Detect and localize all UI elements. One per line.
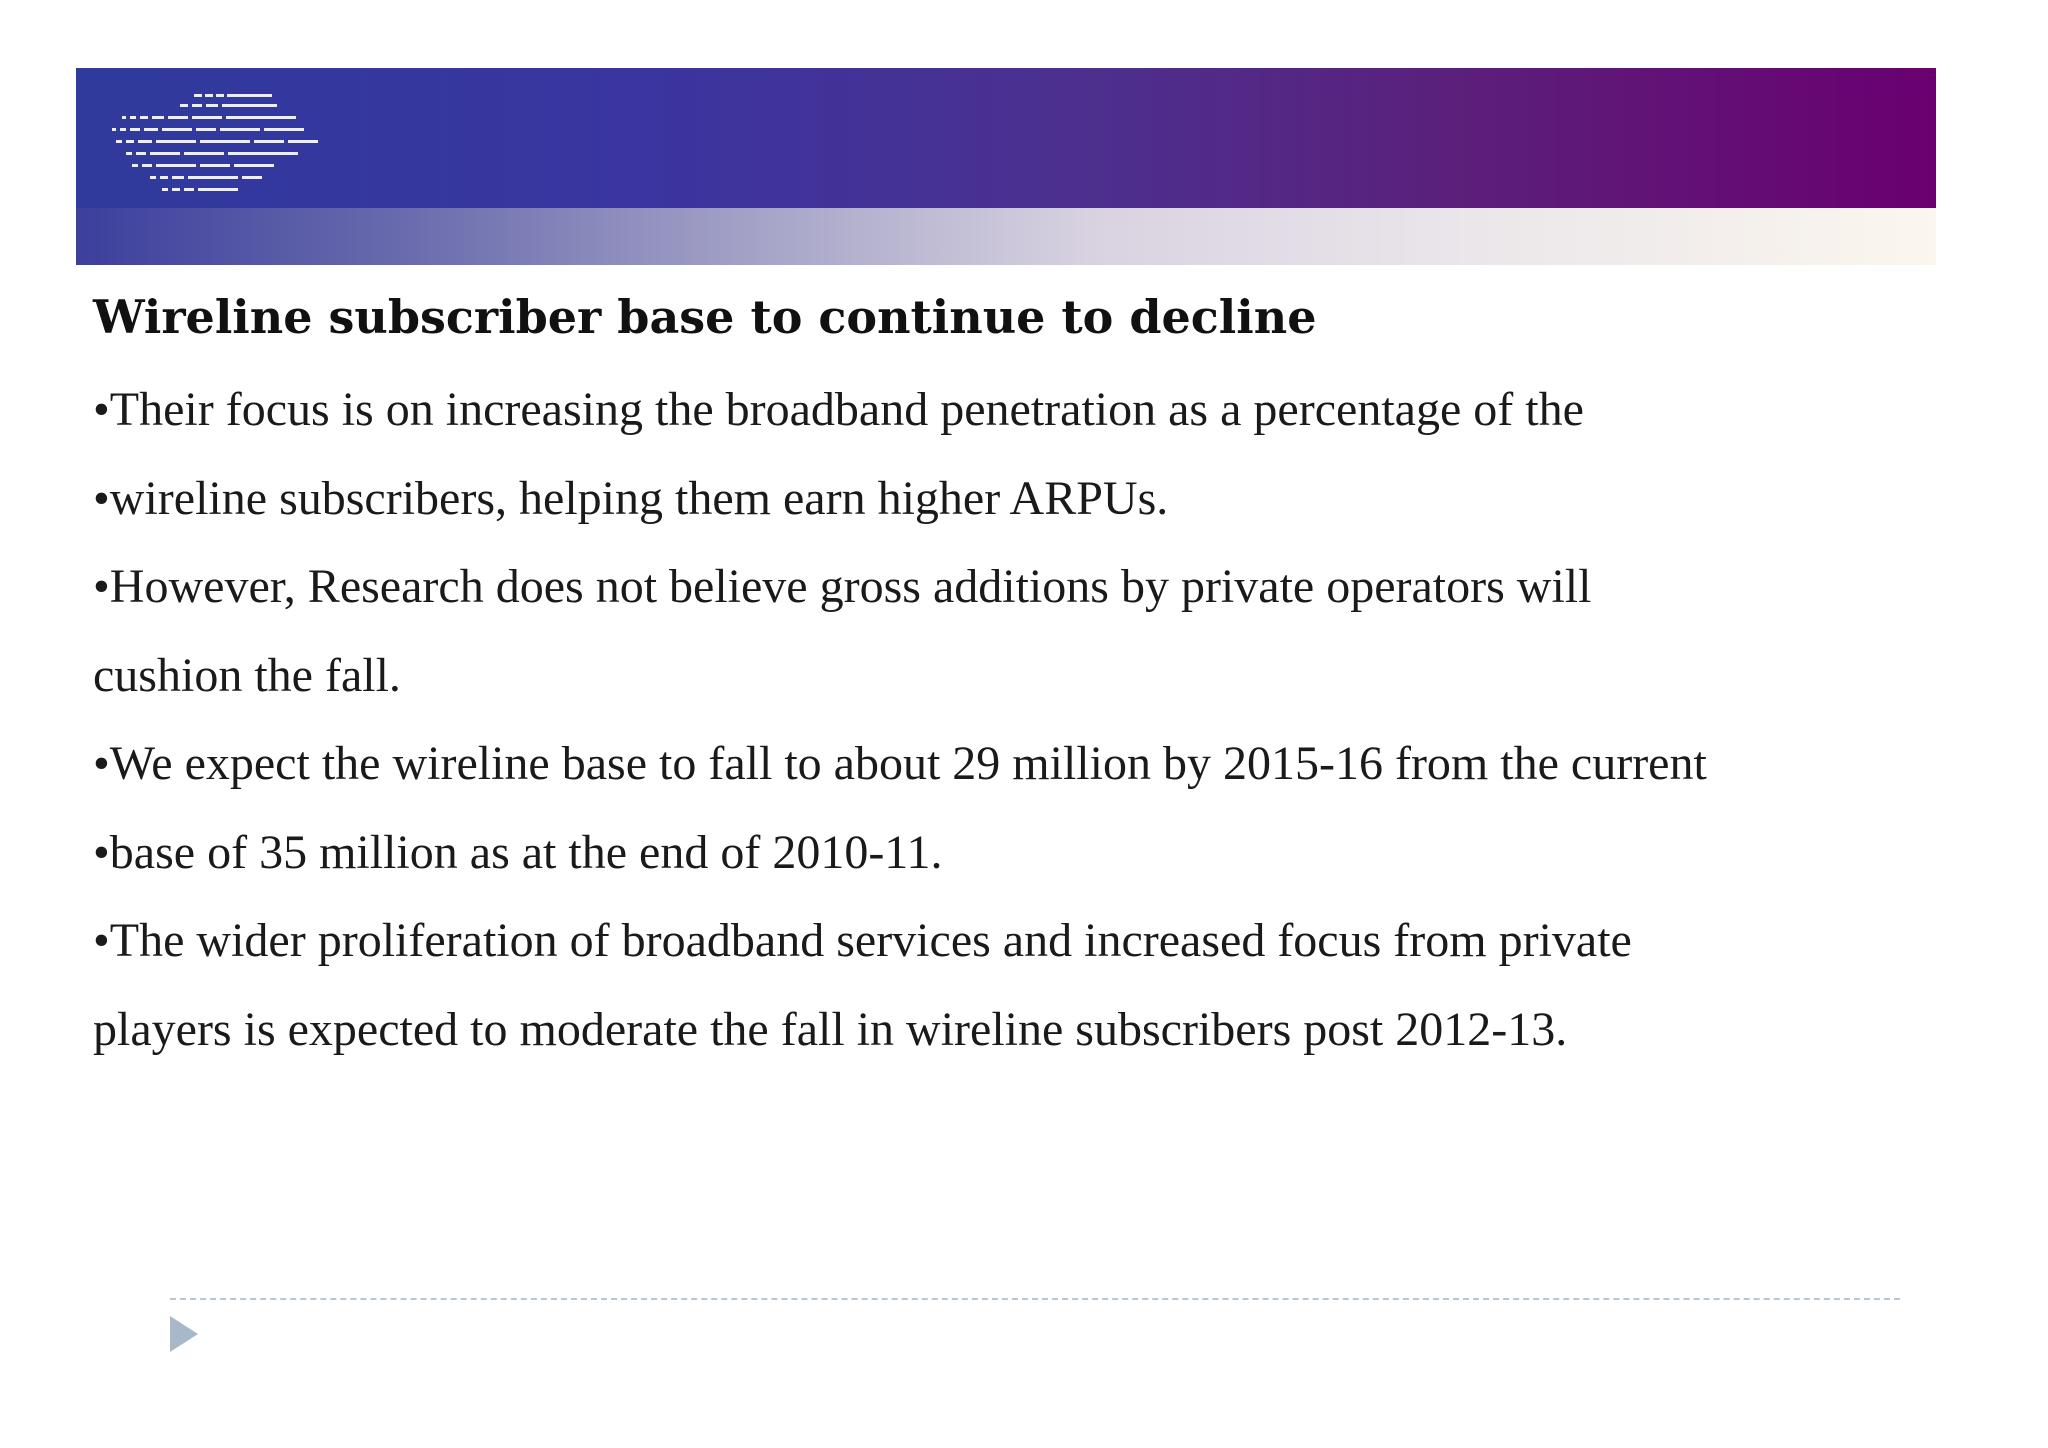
body-line: •The wider proliferation of broadband services and increased focus from private <box>93 914 1632 967</box>
body-line: •wireline subscribers, helping them earn higher ARPUs. <box>93 471 1169 525</box>
body-line: players is expected to moderate the fall in wireline subscribers post 2012-13. <box>93 1002 1568 1056</box>
slide-title: Wireline subscriber base to continue to decline <box>93 290 1317 344</box>
play-triangle-icon <box>170 1316 198 1352</box>
bullet-list <box>93 385 1707 1093</box>
striped-globe-logo-icon <box>102 90 332 200</box>
header-banner <box>76 68 1936 265</box>
body-line: •base of 35 million as at the end of 2010-11. <box>93 825 943 879</box>
footer-divider <box>170 1298 1900 1300</box>
banner-gradient-bottom <box>76 208 1936 265</box>
body-line: •We expect the wireline base to fall to about 29 million by 2015-16 from the current <box>93 737 1707 790</box>
body-line: •Their focus is on increasing the broadband penetration as a percentage of the <box>93 383 1584 436</box>
body-line: •However, Research does not believe gross additions by private operators will <box>93 560 1592 613</box>
body-line: cushion the fall. <box>93 648 401 702</box>
banner-gradient-top <box>76 68 1936 208</box>
